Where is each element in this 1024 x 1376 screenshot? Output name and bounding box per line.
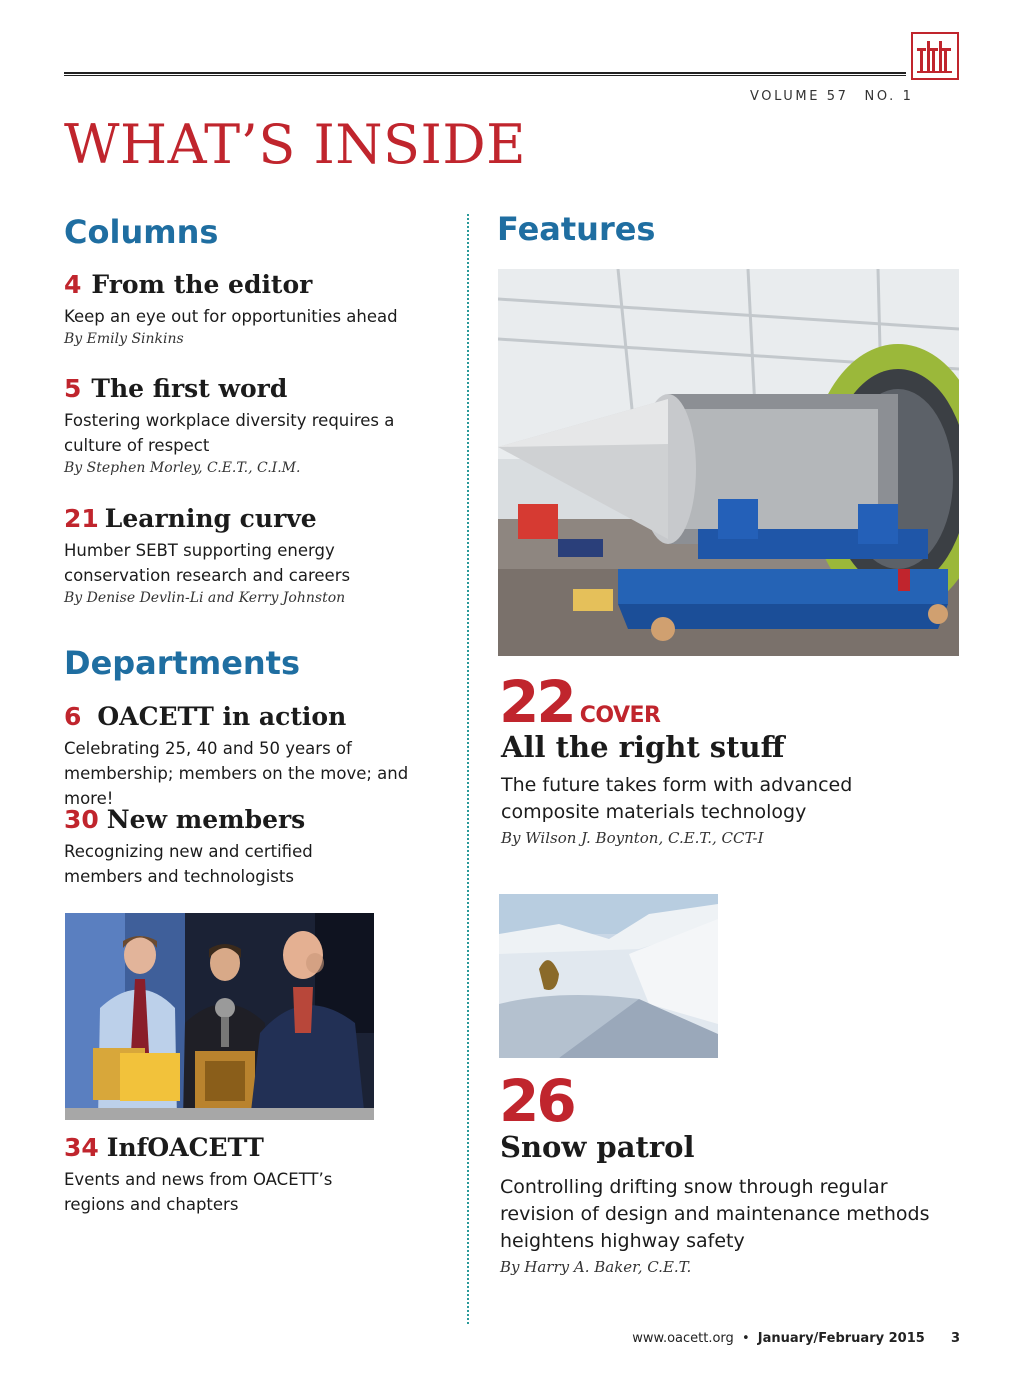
page-number: 34: [64, 1133, 99, 1162]
toc-entry-the-first-word[interactable]: [64, 374, 404, 476]
feature-cover-number-row: [499, 668, 661, 736]
award-ceremony-photo: [65, 913, 374, 1120]
entry-description: Events and news from OACETT’s regions and chapters: [64, 1170, 333, 1214]
page-number: 6: [64, 702, 82, 731]
toc-entry-snow-patrol[interactable]: [500, 1130, 960, 1276]
entry-title: Learning curve: [104, 504, 317, 533]
oacett-logo: [911, 32, 959, 80]
footer-url[interactable]: www.oacett.org: [632, 1331, 734, 1346]
page-number: 5: [64, 374, 82, 403]
feature-byline: By Harry A. Baker, C.E.T.: [500, 1258, 692, 1276]
toc-entry-learning-curve[interactable]: [64, 504, 364, 606]
volume-label: VOLUME 57: [750, 89, 849, 104]
footer-page-number: 3: [950, 1331, 960, 1346]
entry-title: New members: [106, 805, 306, 834]
entry-description: Keep an eye out for opportunities ahead: [64, 307, 398, 326]
columns-heading: Columns: [64, 213, 219, 251]
toc-entry-infoacett[interactable]: [64, 1133, 364, 1217]
feature-description: The future takes form with advanced composite materials technology: [501, 774, 853, 823]
feature-byline: By Wilson J. Boynton, C.E.T., CCT-I: [501, 829, 764, 847]
toc-entry-from-the-editor[interactable]: [64, 270, 459, 347]
page-number: 21: [64, 504, 99, 533]
page-number: 4: [64, 270, 82, 299]
header-rule: [64, 72, 906, 76]
footer-date: January/February 2015: [757, 1331, 925, 1346]
entry-title: From the editor: [91, 270, 313, 299]
page-footer: [600, 1331, 960, 1346]
cover-label: COVER: [579, 703, 661, 728]
jet-engine-photo: [498, 269, 959, 656]
entry-description: Celebrating 25, 40 and 50 years of membership; members on the move; and more!: [64, 739, 409, 808]
page-number: 30: [64, 805, 99, 834]
entry-description: Humber SEBT supporting energy conservation research and careers: [64, 541, 351, 585]
entry-description: Recognizing new and certified members and technologists: [64, 842, 313, 886]
features-heading: Features: [497, 210, 656, 248]
feature-title: All the right stuff: [501, 730, 785, 764]
toc-entry-oacett-in-action[interactable]: [64, 702, 454, 811]
toc-entry-new-members[interactable]: [64, 805, 324, 889]
footer-separator: •: [741, 1331, 750, 1346]
feature-title: Snow patrol: [500, 1130, 695, 1164]
departments-heading: Departments: [64, 644, 301, 682]
page-title: WHAT’S INSIDE: [64, 113, 527, 176]
issue-number: NO. 1: [864, 89, 914, 104]
entry-title: OACETT in action: [97, 702, 347, 731]
entry-byline: By Denise Devlin-Li and Kerry Johnston: [64, 590, 346, 606]
column-divider: [467, 214, 469, 1324]
snowy-highway-photo: [499, 894, 718, 1058]
feature-description: Controlling drifting snow through regular revision of design and maintenance methods heightens highway safety: [500, 1176, 930, 1252]
feature-snow-number-row: [499, 1067, 574, 1135]
feature-page-number: 22: [499, 668, 574, 736]
issue-info: [750, 89, 913, 104]
entry-description: Fostering workplace diversity requires a culture of respect: [64, 411, 395, 455]
toc-entry-all-the-right-stuff[interactable]: [501, 730, 961, 847]
entry-title: The first word: [91, 374, 288, 403]
entry-title: InfOACETT: [106, 1133, 264, 1162]
entry-byline: By Stephen Morley, C.E.T., C.I.M.: [64, 460, 301, 476]
entry-byline: By Emily Sinkins: [64, 331, 184, 347]
feature-page-number: 26: [499, 1067, 574, 1135]
